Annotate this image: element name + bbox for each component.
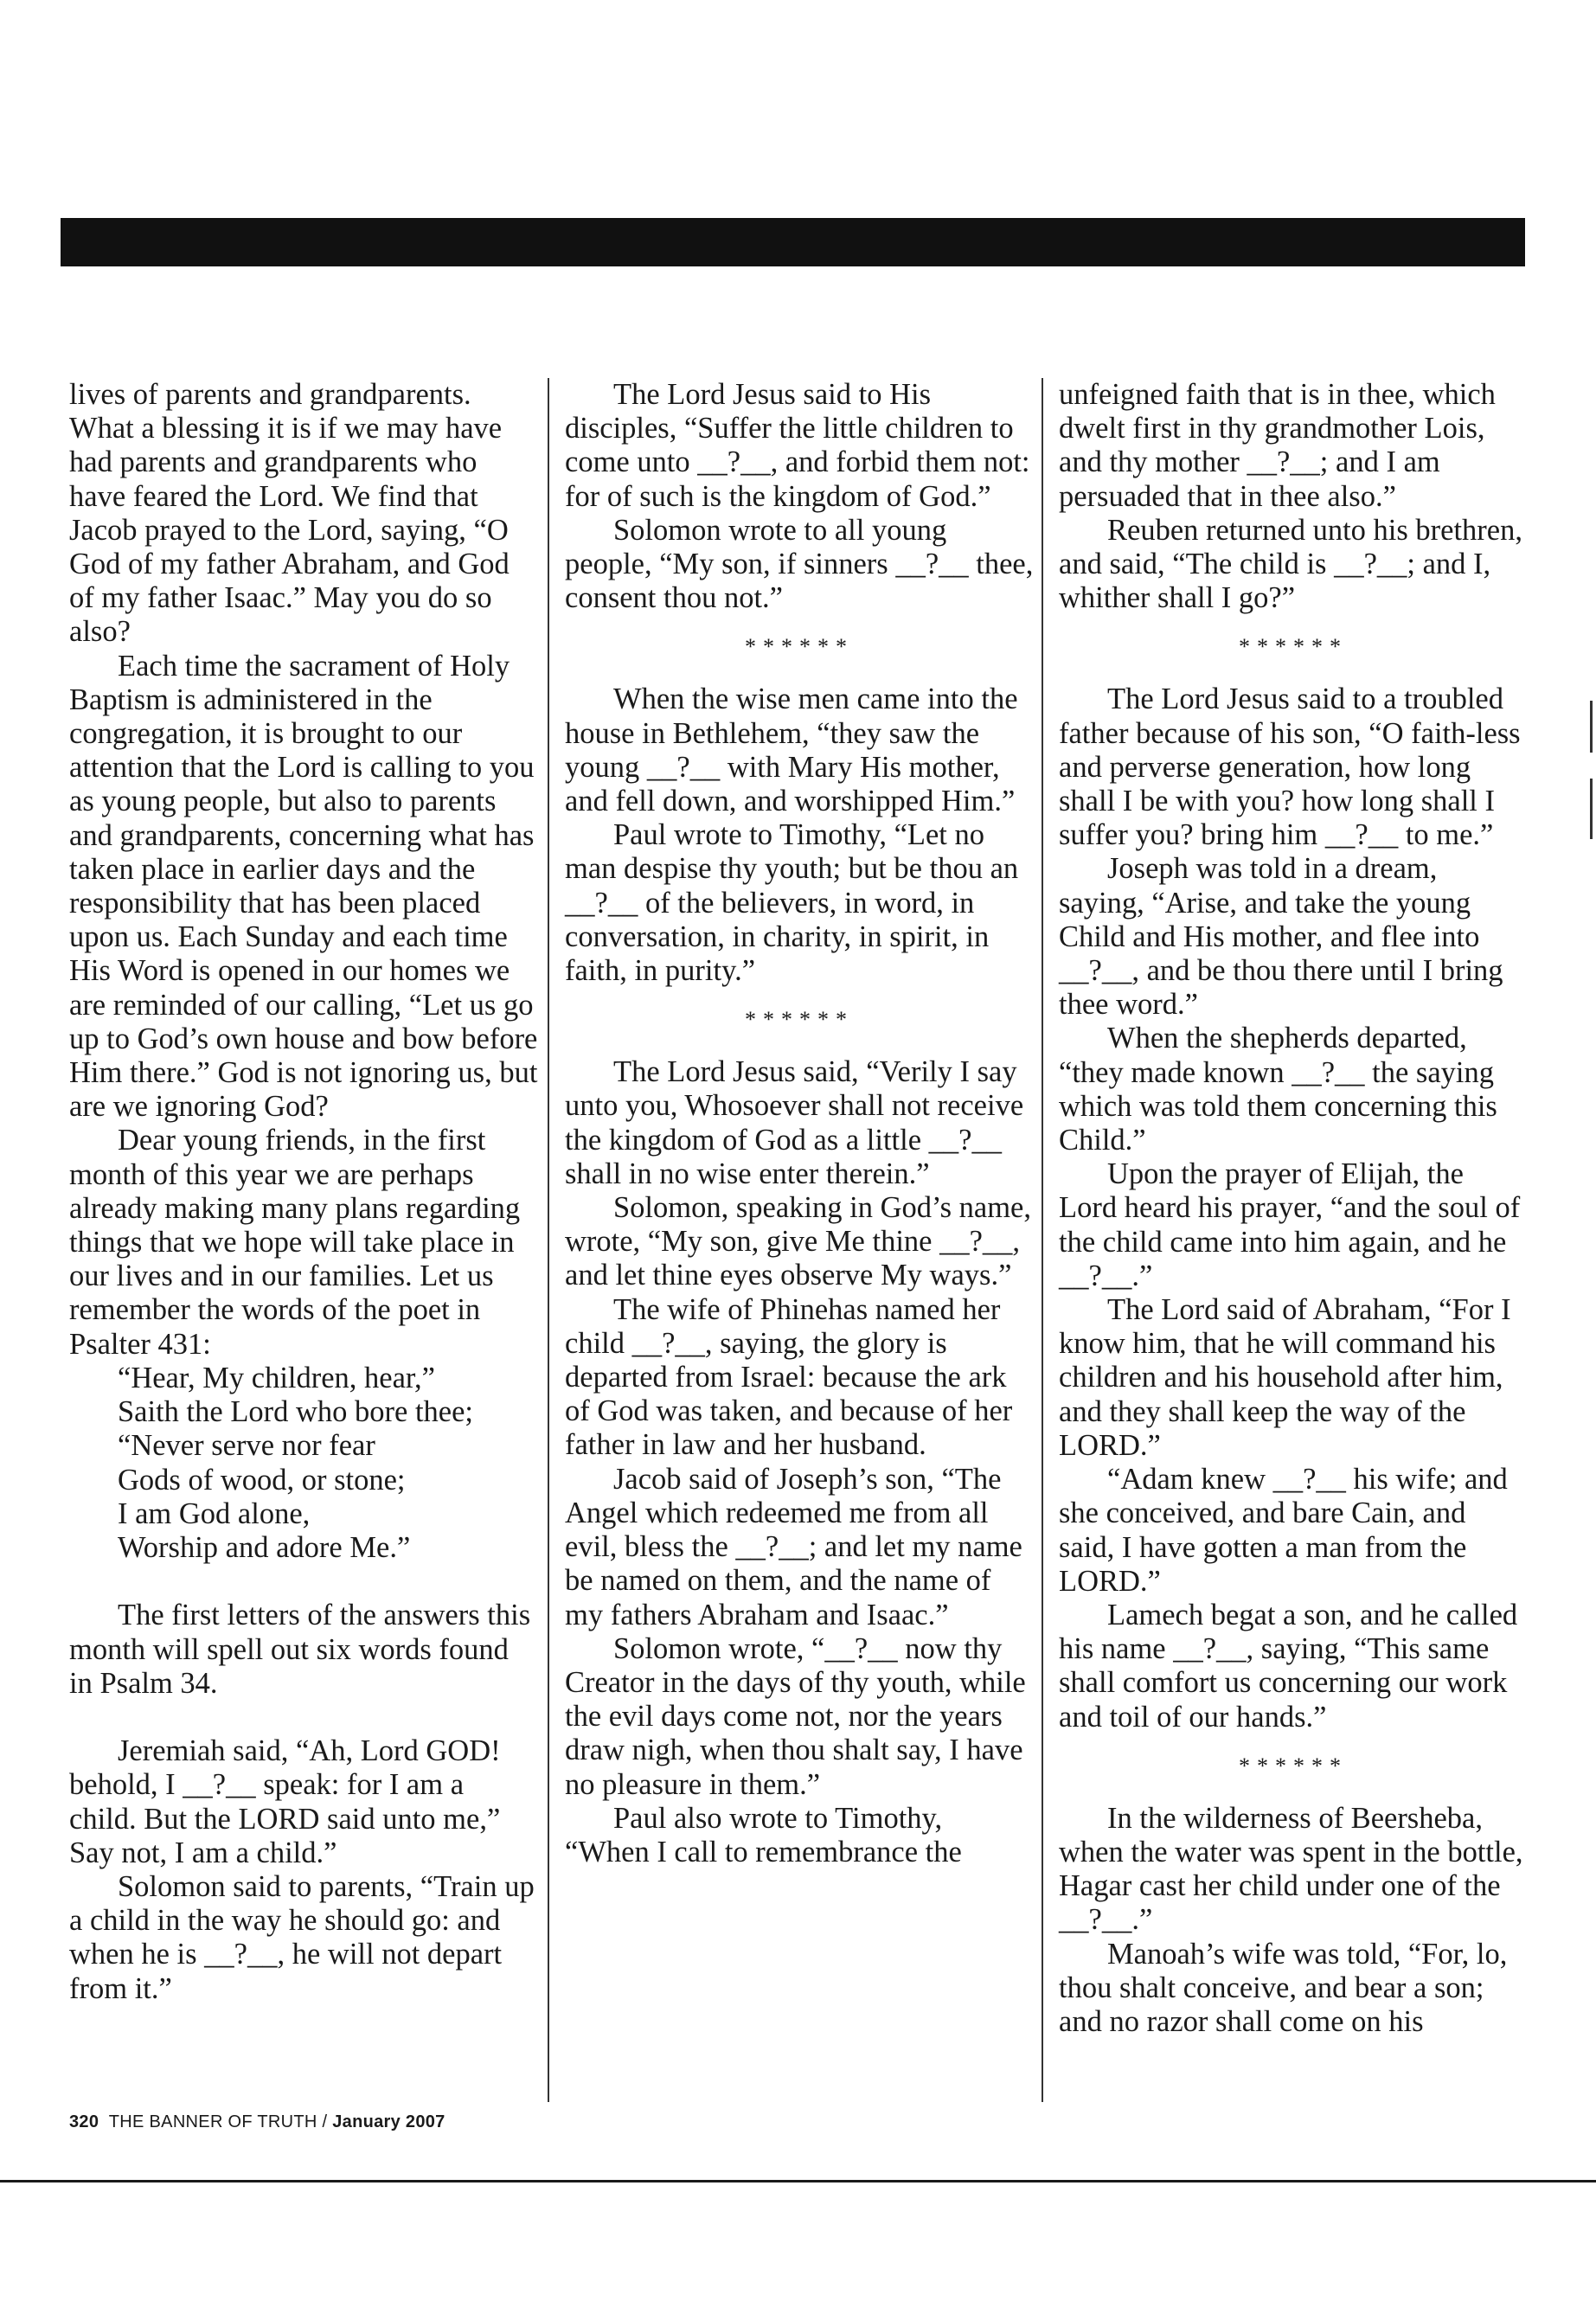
paragraph: lives of parents and grandparents. What a blessing it is if we may have had parents and grandparents who have feared the Lord. We find that Jacob prayed to the Lord, saying, “O God of my father Abraham, and God of my father Isaac.” May you do so also?: [69, 378, 510, 649]
puzzle-clue: Jacob said of Joseph’s son, “The Angel which redeemed me from all evil, bless the __?__; and let my name be named on them, and the name of my fathers Abraham and Isaac.”: [565, 1462, 1022, 1631]
puzzle-clue: The Lord Jesus said to His disciples, “Suffer the little children to come unto __?__, and forbid them not: for of such is the kingdom of God.”: [565, 378, 1030, 513]
puzzle-clue: The wife of Phinehas named her child __?__, saying, the glory is departed from Israel: because the ark of God was taken, and because of her father in law and her husband.: [565, 1292, 1013, 1462]
puzzle-clue: unfeigned faith that is in thee, which dwelt first in thy grandmother Lois, and thy mother __?__; and I am persuaded that in thee also.”: [1059, 378, 1496, 513]
header-bar: [61, 218, 1525, 266]
puzzle-clue: Solomon wrote, “__?__ now thy Creator in the days of thy youth, while the evil days come not, nor the years draw nigh, when thou shalt say, I have no pleasure in them.”: [565, 1631, 1026, 1801]
puzzle-clue: Manoah’s wife was told, “For, lo, thou shalt conceive, and bear a son; and no razor shall come on his: [1059, 1937, 1508, 2038]
puzzle-clue: Joseph was told in a dream, saying, “Arise, and take the young Child and His mother, and flee into __?__, and be thou there until I bring thee word.”: [1059, 852, 1503, 1022]
paragraph: Dear young friends, in the first month of this year we are perhaps already making many plans regarding things that we hope will take place in our lives and in our families. Let us remember the words of the poet in Psalter 431:: [69, 1124, 521, 1361]
puzzle-clue: “Adam knew __?__ his wife; and she conceived, and bare Cain, and said, I have gotten a man from the LORD.”: [1059, 1463, 1508, 1598]
column-divider: [548, 378, 549, 2102]
puzzle-clue: Paul wrote to Timothy, “Let no man despise thy youth; but be thou an __?__ of the believers, in word, in conversation, in charity, in spirit, in faith, in purity.”: [565, 818, 1019, 988]
page-number: 320: [69, 2112, 99, 2131]
poem-line: Worship and adore Me.”: [118, 1530, 411, 1564]
column-2: [565, 378, 1034, 1869]
puzzle-clue: In the wilderness of Beersheba, when the water was spent in the bottle, Hagar cast her child under one of the __?__.”: [1059, 1801, 1523, 1937]
puzzle-clue: Upon the prayer of Elijah, the Lord heard his prayer, “and the soul of the child came into him again, and he __?__.”: [1059, 1157, 1521, 1292]
poem-line: I am God alone,: [118, 1497, 311, 1530]
issue-date: January 2007: [332, 2112, 445, 2131]
column-3: [1059, 378, 1528, 2039]
puzzle-clue: Paul also wrote to Timothy, “When I call to remembrance the: [565, 1801, 962, 1868]
margin-mark: [1590, 701, 1593, 753]
puzzle-clue: Jeremiah said, “Ah, Lord GOD! behold, I __?__ speak: for I am a child. But the LORD said unto me,” Say not, I am a child.”: [69, 1734, 501, 1869]
puzzle-clue: Solomon said to parents, “Train up a child in the way he should go: and when he is __?__, he will not depart from it.”: [69, 1869, 535, 2005]
puzzle-clue: Lamech begat a son, and he called his name __?__, saying, “This same shall comfort us concerning our work and toil of our hands.”: [1059, 1598, 1518, 1734]
puzzle-clue: When the shepherds departed, “they made known __?__ the saying which was told them concerning this Child.”: [1059, 1022, 1497, 1157]
psalter-quote: [69, 1362, 538, 1565]
section-separator: ******: [1239, 634, 1348, 660]
section-separator: ******: [745, 634, 854, 660]
page-footer: [69, 2112, 445, 2132]
section-separator: ******: [1239, 1753, 1348, 1779]
section-separator: ******: [745, 1007, 854, 1033]
column-divider: [1042, 378, 1043, 2102]
puzzle-clue: The Lord said of Abraham, “For I know him, that he will command his children and his household after him, and they shall keep the way of the LORD.”: [1059, 1293, 1511, 1462]
publication-name: THE BANNER OF TRUTH /: [108, 2112, 328, 2131]
puzzle-clue: The Lord Jesus said, “Verily I say unto you, Whosoever shall not receive the kingdom of God as a little __?__ shall in no wise enter therein.”: [565, 1055, 1024, 1190]
column-1: [69, 378, 538, 2006]
puzzle-clue: Solomon wrote to all young people, “My son, if sinners __?__ thee, consent thou not.”: [565, 513, 1034, 615]
poem-line: “Never serve nor fear: [118, 1429, 375, 1463]
puzzle-clue: Solomon, speaking in God’s name, wrote, “My son, give Me thine __?__, and let thine eyes observe My ways.”: [565, 1191, 1031, 1292]
puzzle-clue: Reuben returned unto his brethren, and said, “The child is __?__; and I, whither shall I go?”: [1059, 513, 1522, 615]
puzzle-clue: The Lord Jesus said to a troubled father because of his son, “O faith-less and perverse generation, how long shall I be with you? how long shall I suffer you? bring him __?__ to me.”: [1059, 683, 1521, 852]
poem-line: Gods of wood, or stone;: [118, 1463, 406, 1497]
margin-mark: [1590, 779, 1593, 839]
puzzle-clue: When the wise men came into the house in Bethlehem, “they saw the young __?__ with Mary His mother, and fell down, and worshipped Him.”: [565, 683, 1018, 818]
poem-line: Saith the Lord who bore thee;: [118, 1395, 474, 1429]
paragraph: The first letters of the answers this month will spell out six words found in Psalm 34.: [69, 1599, 531, 1700]
paragraph: Each time the sacrament of Holy Baptism is administered in the congregation, it is brought to our attention that the Lord is calling to you as young people, but also to parents and grandparents, concerning what has taken place in earlier days and the responsibility that has been placed upon us. Each Sunday and each time His Word is opened in our homes we are reminded of our calling, “Let us go up to God’s own house and bow before Him there.” God is not ignoring us, but are we ignoring God?: [69, 649, 538, 1124]
poem-line: “Hear, My children, hear,”: [118, 1361, 435, 1394]
bottom-rule: [0, 2180, 1596, 2182]
